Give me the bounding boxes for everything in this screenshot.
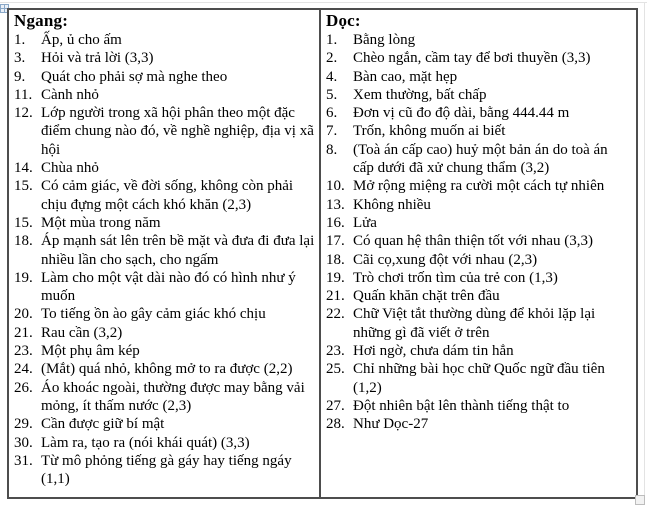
clue-number: 6. [326, 105, 338, 122]
clue-item [326, 397, 632, 415]
clue-item [14, 68, 315, 86]
clue-text: Có cảm giác, về đời sống, không còn phải chịu đựng một cách khó khăn (2,3) [41, 178, 294, 213]
clue-number: 11. [14, 86, 33, 103]
clue-text: Lớp người trong xã hội phân theo một đặc điểm chung nào đó, về nghề nghiệp, địa vị xã hội [41, 105, 314, 158]
clue-number: 27. [326, 397, 345, 414]
clue-number: 8. [326, 141, 338, 158]
clue-item [14, 86, 315, 104]
clue-number: 26. [14, 379, 33, 396]
clue-text: Bằng lòng [353, 32, 416, 48]
clue-item [14, 379, 315, 416]
clue-item [326, 196, 632, 214]
clue-number: 14. [14, 160, 33, 177]
clue-number: 10. [326, 178, 345, 195]
clue-number: 23. [326, 343, 345, 360]
clue-item [14, 269, 315, 306]
clue-text: Chữ Việt tắt thường dùng để khỏi lặp lại những gì đã viết ở trên [353, 306, 596, 341]
clue-number: 19. [326, 269, 345, 286]
across-title: Ngang: [14, 11, 69, 30]
clue-number: 20. [14, 306, 33, 323]
across-column [9, 10, 321, 497]
clue-number: 23. [14, 343, 33, 360]
clue-item [326, 305, 632, 342]
clue-item [326, 141, 632, 178]
clue-number: 28. [326, 416, 345, 433]
clue-text: Cãi cọ,xung đột với nhau (2,3) [353, 251, 538, 268]
clue-text: Một mùa trong năm [41, 214, 161, 231]
down-column [321, 10, 636, 497]
clue-number: 17. [326, 233, 345, 250]
clue-text: (Toà án cấp cao) huỷ một bản án do toà án cấp dưới đã xử chung thẩm (3,2) [353, 141, 608, 177]
clue-number: 1. [14, 32, 26, 48]
clue-item [326, 68, 632, 86]
clue-item [326, 232, 632, 250]
clue-item [326, 104, 632, 122]
clue-text: Từ mô phỏng tiếng gà gáy hay tiếng ngáy (1,1) [41, 452, 292, 488]
clue-text: Như Dọc-27 [353, 416, 429, 433]
clue-item [14, 214, 315, 232]
clue-text: Hỏi và trả lời (3,3) [41, 50, 154, 67]
clue-text: Mở rộng miệng ra cười một cách tự nhiên [353, 178, 605, 195]
clue-item [14, 342, 315, 360]
clue-number: 12. [14, 105, 33, 122]
clue-text: Xem thường, bất chấp [353, 86, 487, 103]
clue-text: Áo khoác ngoài, thường được may bằng vải mỏng, ít thấm nước (2,3) [41, 379, 305, 414]
clue-item [14, 159, 315, 177]
clue-text: (Mắt) quá nhỏ, không mở to ra được (2,2) [41, 361, 293, 378]
clue-number: 5. [326, 86, 338, 103]
clue-item [326, 177, 632, 195]
clue-item [14, 104, 315, 159]
text-boundary-line-top [0, 2, 647, 3]
clue-number: 7. [326, 123, 338, 140]
down-clue-list [326, 31, 632, 434]
clue-number: 15. [14, 178, 33, 195]
clue-text: Rau cần (3,2) [41, 324, 123, 341]
clue-item [326, 287, 632, 305]
clue-text: Làm cho một vật dài nào đó có hình như ý muốn [41, 269, 296, 305]
clue-text: Cành nhỏ [41, 86, 99, 103]
clue-number: 15. [14, 214, 33, 231]
text-boundary-line-right [644, 2, 645, 505]
down-title: Dọc: [326, 11, 361, 30]
clue-text: Trốn, không muốn ai biết [353, 123, 506, 140]
clue-item [14, 360, 315, 378]
clue-number: 1. [326, 32, 338, 48]
clue-number: 16. [326, 214, 345, 231]
clue-number: 21. [326, 288, 345, 305]
clue-number: 24. [14, 361, 33, 378]
clue-number: 13. [326, 196, 345, 213]
clue-text: To tiếng ồn ào gây cảm giác khó chịu [41, 306, 266, 323]
clue-number: 18. [326, 251, 345, 268]
clue-item [326, 360, 632, 397]
clue-text: Đột nhiên bật lên thành tiếng thật to [353, 397, 570, 414]
clue-text: Chỉ những bài học chữ Quốc ngữ đầu tiên (1,2) [353, 361, 605, 396]
clue-item [326, 269, 632, 287]
clue-item [326, 49, 632, 67]
clue-item [14, 232, 315, 269]
clue-item [326, 31, 632, 49]
crossword-clue-table [7, 8, 638, 499]
clue-number: 30. [14, 434, 33, 451]
clue-number: 2. [326, 50, 338, 67]
clue-item [14, 31, 315, 49]
clue-text: Lửa [353, 214, 377, 231]
clue-text: Đơn vị cũ đo độ dài, bằng 444.44 m [353, 105, 570, 122]
clue-item [14, 452, 315, 489]
clue-text: Hơi ngờ, chưa dám tin hẳn [353, 343, 514, 360]
clue-item [326, 342, 632, 360]
clue-item [326, 251, 632, 269]
clue-text: Có quan hệ thân thiện tốt với nhau (3,3) [353, 233, 593, 250]
clue-item [14, 49, 315, 67]
clue-item [14, 324, 315, 342]
clue-number: 4. [326, 68, 338, 85]
clue-item [14, 434, 315, 452]
clue-item [326, 86, 632, 104]
clue-number: 25. [326, 361, 345, 378]
clue-number: 18. [14, 233, 33, 250]
clue-number: 21. [14, 324, 33, 341]
clue-number: 9. [14, 68, 26, 85]
clue-text: Không nhiều [353, 196, 431, 213]
clue-text: Trò chơi trốn tìm của trẻ con (1,3) [353, 269, 558, 286]
clue-item [14, 305, 315, 323]
clue-item [326, 122, 632, 140]
clue-number: 29. [14, 416, 33, 433]
across-clue-list [14, 31, 315, 488]
clue-text: Làm ra, tạo ra (nói khái quát) (3,3) [41, 434, 250, 451]
clue-number: 3. [14, 50, 26, 67]
clue-item [14, 177, 315, 214]
table-resize-handle-icon[interactable] [635, 495, 645, 505]
clue-text: Chùa nhỏ [41, 160, 99, 177]
clue-item [326, 415, 632, 433]
clue-text: Quấn khăn chặt trên đầu [353, 288, 500, 305]
clue-text: Cần được giữ bí mật [41, 416, 165, 433]
clue-number: 31. [14, 452, 33, 469]
clue-number: 19. [14, 269, 33, 286]
clue-text: Quát cho phải sợ mà nghe theo [41, 68, 228, 85]
clue-text: Áp mạnh sát lên trên bề mặt và đưa đi đưa lại nhiều lần cho sạch, cho ngấm [41, 233, 315, 268]
clue-text: Một phụ âm kép [41, 343, 140, 360]
clue-text: Bàn cao, mặt hẹp [353, 68, 458, 85]
clue-number: 22. [326, 306, 345, 323]
clue-text: Ấp, ủ cho ấm [41, 32, 122, 48]
clue-item [14, 415, 315, 433]
clue-item [326, 214, 632, 232]
clue-text: Chèo ngắn, cầm tay để bơi thuyền (3,3) [353, 50, 591, 67]
